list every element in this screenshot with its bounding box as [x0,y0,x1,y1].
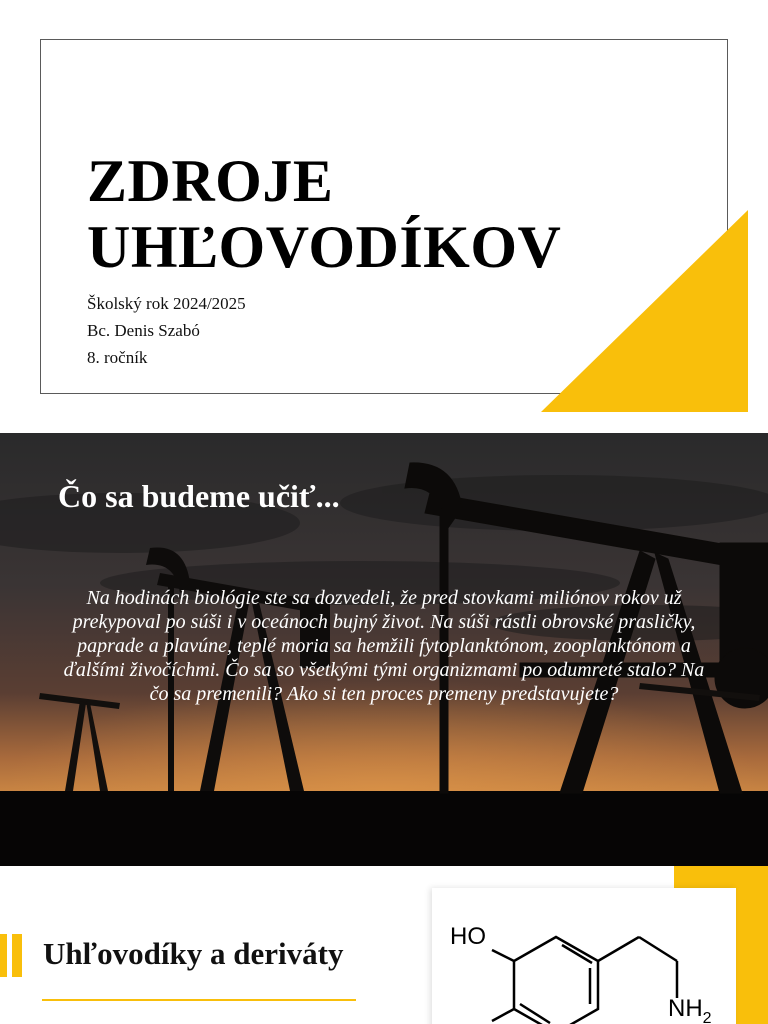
dopamine-structure-diagram [432,888,736,1024]
nh-text: NH [668,995,703,1022]
accent-bar-right [12,934,22,977]
presentation-title [87,148,561,280]
slide-heading: Čo sa budeme učiť... [58,478,340,514]
heading-underline [42,999,356,1001]
title-line-2: UHĽOVODÍKOV [87,214,562,280]
title-slide [0,0,768,432]
grade: 8. ročník [87,348,148,367]
hydrocarbons-slide [0,866,768,1024]
intro-paragraph: Na hodinách biológie ste sa dozvedeli, že pred stovkami miliónov rokov už prekypoval po súši i v oceánoch bujný život. Na súši rástli obrovské prasličky, paprade a plavúne, teplé moria sa hemžili fytoplanktónom, zooplanktónom a ďalšími živočíchmi. Čo sa so všetkými tými organizmami po odumreté stalo? Na čo sa premenili? Ako si ten proces premeny predstavujete? [63,587,705,705]
ho-label-top: HO [450,923,486,950]
nh2-label [668,995,712,1024]
title-line-1: ZDROJE [87,148,334,214]
nh-subscript: 2 [702,1010,712,1024]
school-year: Školský rok 2024/2025 [87,294,246,313]
author-name: Bc. Denis Szabó [87,321,200,340]
intro-slide [0,433,768,866]
slide-heading: Uhľovodíky a deriváty [43,936,344,971]
title-meta [87,290,246,371]
molecule-card [432,888,736,1024]
accent-bar-left [0,934,7,977]
